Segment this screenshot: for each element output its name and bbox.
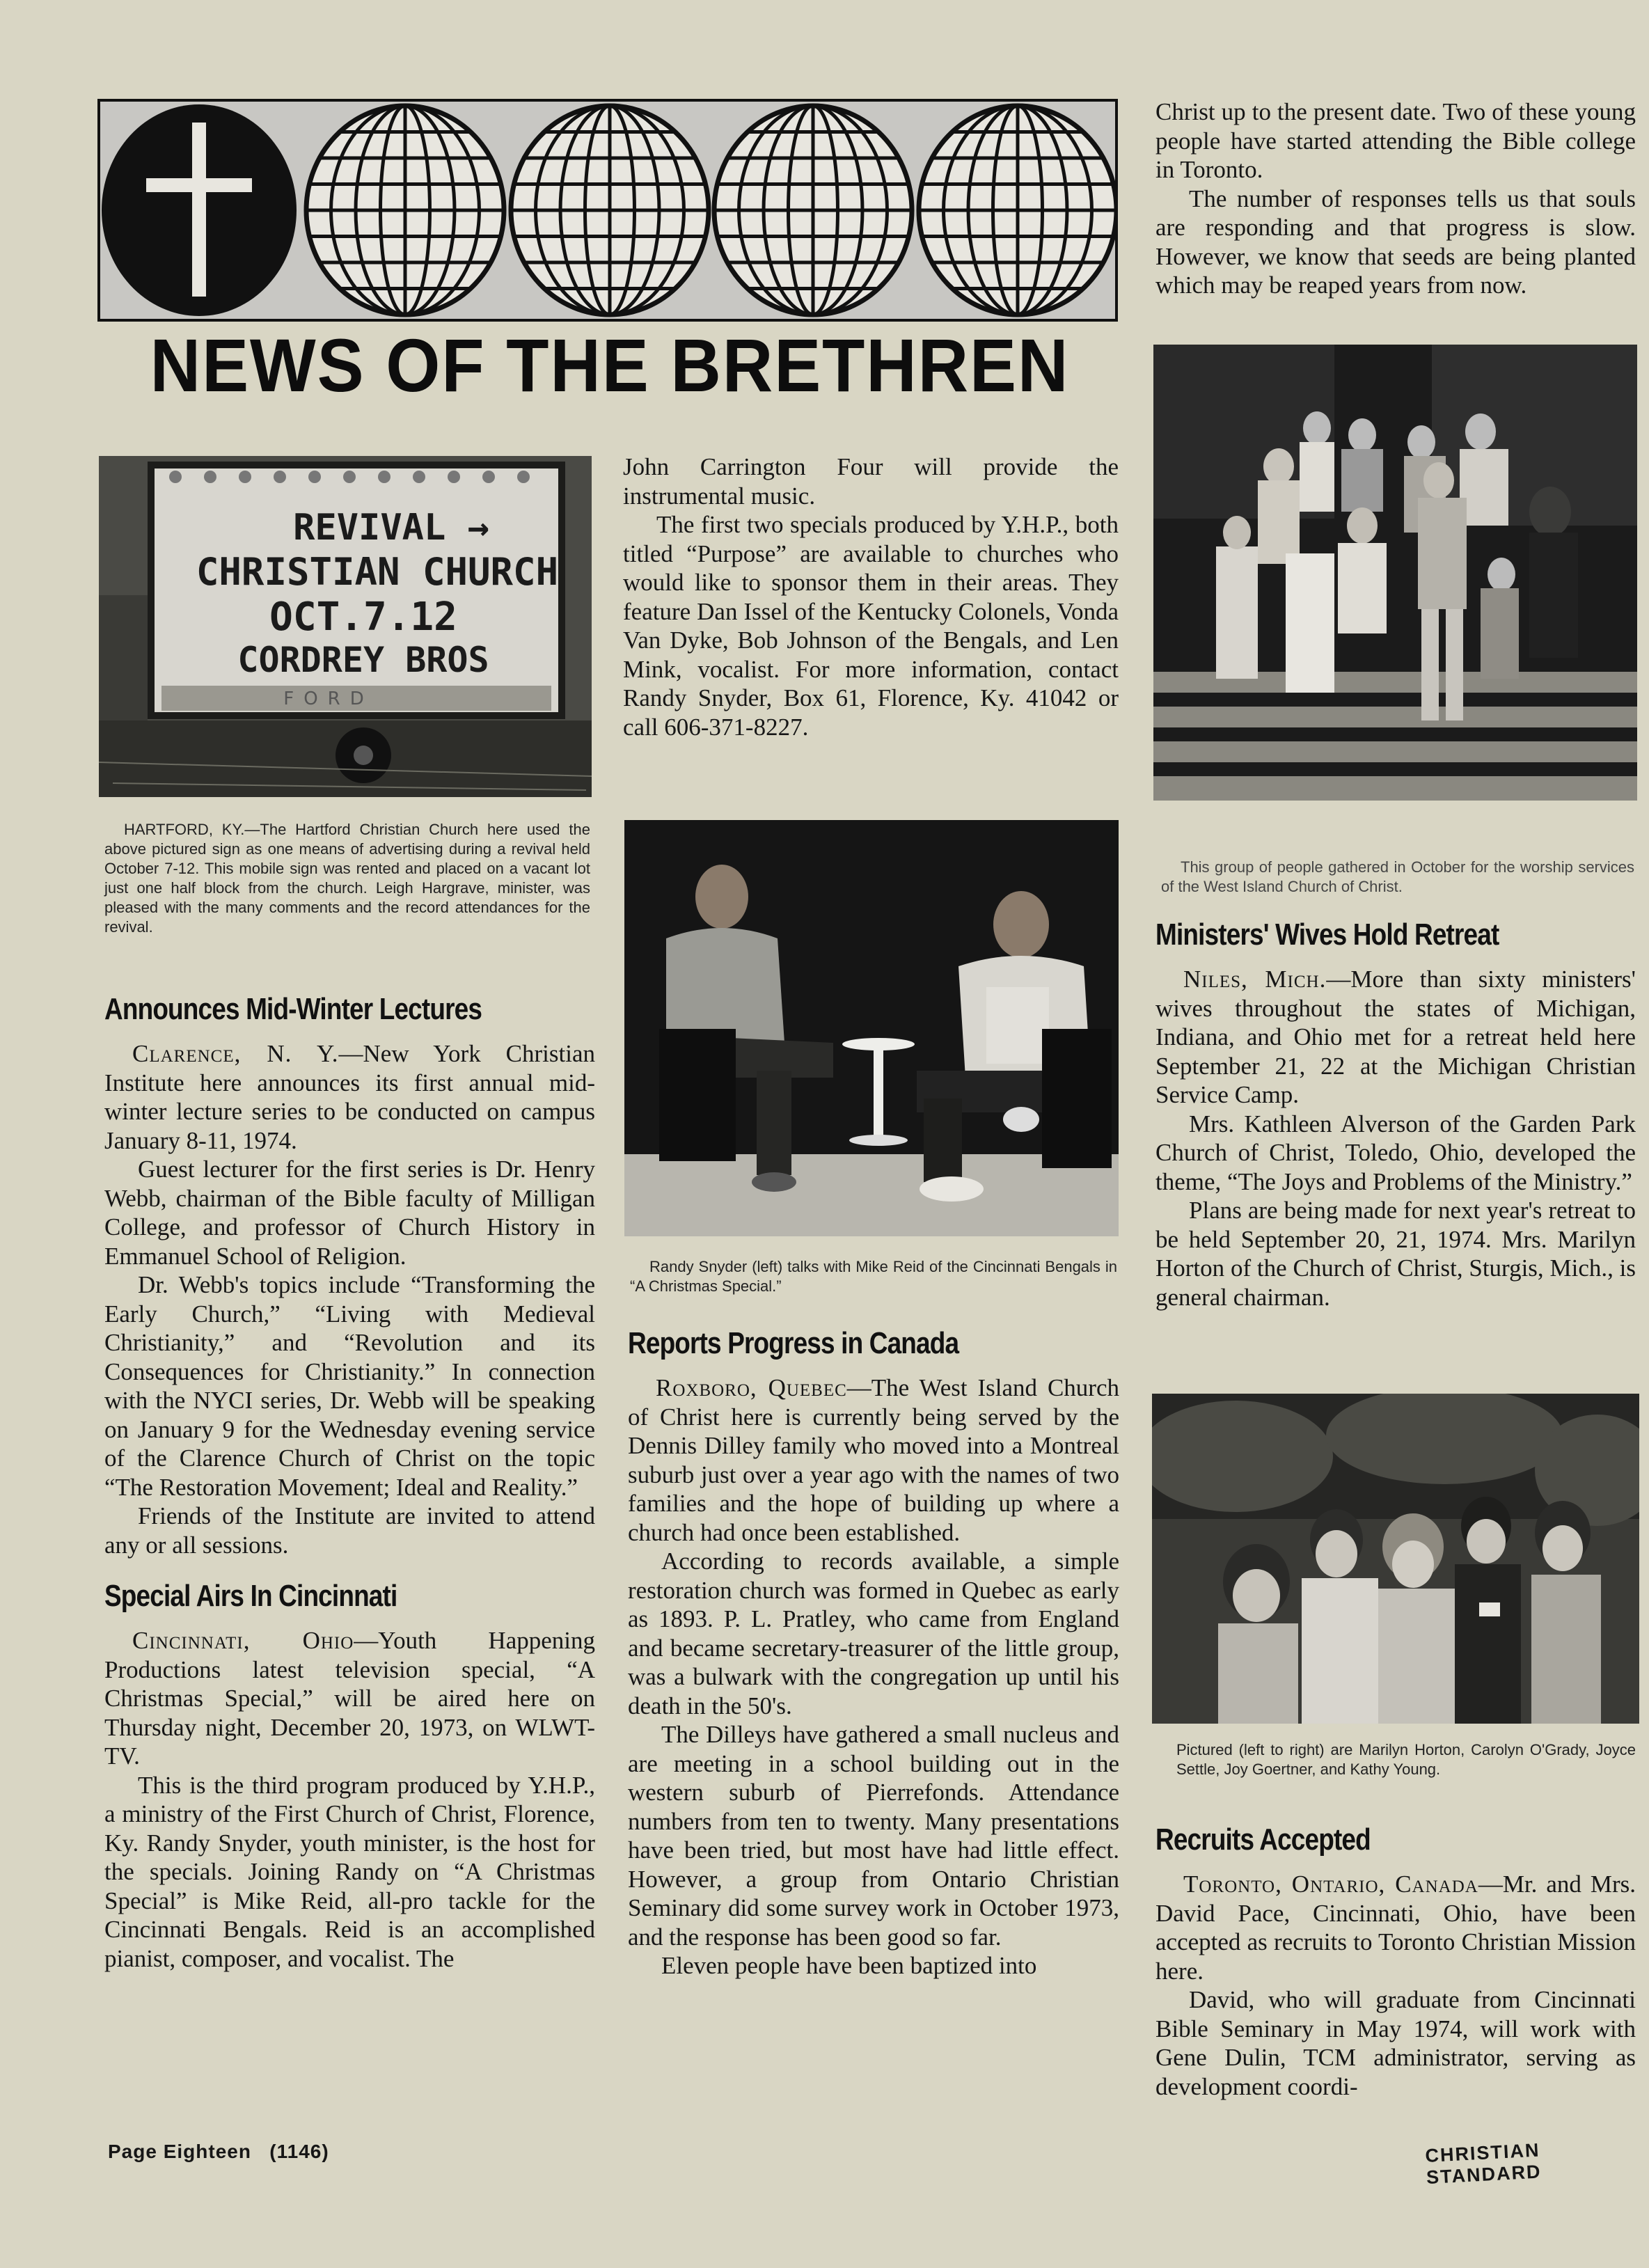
- publication-name: CHRISTIAN STANDARD: [1424, 2139, 1543, 2189]
- special-dateline: Cincinnati, Ohio: [132, 1627, 354, 1654]
- canada-paragraph: [628, 1373, 1119, 1547]
- page-footer: [108, 2141, 329, 2163]
- globe-icon: [306, 106, 504, 315]
- sign-photo-caption: HARTFORD, KY.—The Hartford Christian Church here used the above pictured sign as one means of advertising during a revival held October 7-12. This mobile sign was rented and placed on a vacant lot just one half block from the church. Leigh Hargrave, minister, was pleased with the many comments and the record attendances for the revival.: [104, 821, 590, 936]
- lectures-paragraph: Dr. Webb's topics include “Transforming the Early Church,” “Living with Medieval Christianity,” and “Revolution and its Consequences for Christianity.” In connection with the NYCI series, Dr. Webb will be speaking on January 9 for the Wednesday evening service of the Clarence Church of Christ on the topic “The Restoration Movement; Ideal and Reality.”: [104, 1271, 595, 1501]
- special-paragraph: [104, 1626, 595, 1771]
- tv-studio-photo: [624, 820, 1119, 1236]
- canada-paragraph: According to records available, a simple restoration church was formed in Quebec as early as 1893. P. L. Pratley, who came from England and became secretary-treasurer of the little group, was a bulwark with the congregation up until his death in the 50's.: [628, 1548, 1119, 1719]
- special-continued: The first two specials produced by Y.H.P., both titled “Purpose” are available to churches who would like to sponsor them in their areas. They feature Dan Issel of the Kentucky Colonels, Vonda Van Dyke, Bob Johnson of the Bengals, and Len Mink, vocalist. For more information, contact Randy Snyder, Box 61, Florence, Ky. 41042 or call 606-371-8227.: [623, 511, 1119, 741]
- recruits-paragraph: David, who will graduate from Cincinnati Bible Seminary in May 1974, will work with Gene Dulin, TCM administrator, serving as development coordi-: [1155, 1986, 1636, 2100]
- women-photo-caption: Pictured (left to right) are Marilyn Horton, Carolyn O'Grady, Joyce Settle, Joy Goertner, and Kathy Young.: [1176, 1741, 1636, 1778]
- retreat-paragraph: [1155, 965, 1636, 1110]
- retreat-paragraph: Mrs. Kathleen Alverson of the Garden Park Church of Christ, Toledo, Ohio, developed the theme, “The Joys and Problems of the Ministry.”: [1155, 1110, 1636, 1195]
- women-photo: [1152, 1394, 1639, 1724]
- recruits-dateline: Toronto, Ontario, Canada: [1183, 1871, 1478, 1898]
- lectures-text: —New York Christian Institute here announces its first annual mid-winter lecture series to be conducted on campus January 8-11, 1974.: [104, 1040, 595, 1154]
- sign-line-2: CHRISTIAN CHURCH: [196, 550, 559, 594]
- lectures-dateline: Clarence, N. Y.: [132, 1040, 339, 1067]
- column-2-lower: [628, 1326, 1119, 1980]
- globe-icon: [714, 106, 912, 315]
- column-2: [623, 452, 1119, 741]
- column-1: [104, 992, 595, 1973]
- canada-dateline: Roxboro, Quebec: [656, 1374, 847, 1401]
- special-headline: Special Airs In Cincinnati: [104, 1579, 397, 1613]
- globe-icon: [919, 106, 1115, 315]
- recruits-headline: Recruits Accepted: [1155, 1822, 1371, 1857]
- tv-photo-caption: Randy Snyder (left) talks with Mike Reid of the Cincinnati Bengals in “A Christmas Special.”: [630, 1258, 1117, 1295]
- banner: [97, 99, 1118, 322]
- canada-text: —The West Island Church of Christ here is currently being served by the Dennis Dilley family who moved into a Montreal suburb just over a year ago with the names of two families and the hope of building up where a church had once been established.: [628, 1374, 1119, 1546]
- canada-headline: Reports Progress in Canada: [628, 1326, 959, 1360]
- sign-line-4: CORDREY BROS: [237, 640, 489, 680]
- group-photo-caption: This group of people gathered in October for the worship services of the West Island Church of Christ.: [1161, 858, 1634, 895]
- globe-icon: [511, 106, 709, 315]
- sign-line-3: OCT.7.12: [269, 594, 457, 640]
- canada-paragraph: The Dilleys have gathered a small nucleus and are meeting in a school building out in the western suburb of Pierrefonds. Attendance numbers from ten to twenty. Many presentations have been tried, but most have had little effect. However, a group from Ontario Christian Seminary did some survey work in October 1973, and the response has been good so far.: [628, 1721, 1119, 1951]
- trailer-text: FORD: [283, 688, 374, 709]
- group-photo: [1153, 345, 1637, 801]
- column-3-lower: [1155, 1822, 1636, 2101]
- page-label: Page Eighteen: [108, 2141, 251, 2162]
- page-number: (1146): [269, 2141, 329, 2162]
- recruits-text: —Mr. and Mrs. David Pace, Cincinnati, Ohio, have been accepted as recruits to Toronto Christian Mission here.: [1155, 1871, 1636, 1985]
- masthead-title: NEWS OF THE BRETHREN: [150, 323, 1070, 407]
- lectures-paragraph: [104, 1039, 595, 1155]
- retreat-dateline: Niles, Mich.: [1183, 966, 1327, 993]
- lectures-paragraph: Guest lecturer for the first series is Dr. Henry Webb, chairman of the Bible faculty of Milligan College, and professor of Church History in Emmanuel School of Religion.: [104, 1156, 595, 1270]
- lectures-headline: Announces Mid-Winter Lectures: [104, 992, 482, 1026]
- cross-icon: [102, 104, 297, 316]
- column-3-middle: [1155, 918, 1636, 1312]
- sign-photo: [99, 456, 592, 797]
- canada-continued: The number of responses tells us that souls are responding and that progress is slow. However, we know that seeds are being planted which may be reaped years from now.: [1155, 184, 1636, 299]
- retreat-text: —More than sixty ministers' wives throughout the states of Michigan, Indiana, and Ohio met for a retreat held here September 21, 22 at the Michigan Christian Service Camp.: [1155, 966, 1636, 1108]
- banner-artwork: [100, 102, 1115, 319]
- lectures-paragraph: Friends of the Institute are invited to attend any or all sessions.: [104, 1502, 595, 1559]
- retreat-headline: Ministers' Wives Hold Retreat: [1155, 918, 1499, 952]
- special-text: —Youth Happening Productions latest television special, “A Christmas Special,” will be aired here on Thursday night, December 20, 1973, on WLWT-TV.: [104, 1627, 595, 1770]
- retreat-paragraph: Plans are being made for next year's retreat to be held September 20, 21, 1974. Mrs. Marilyn Horton of the Church of Christ, Sturgis, Mich., is general chairman.: [1155, 1197, 1636, 1311]
- special-paragraph: This is the third program produced by Y.H.P., a ministry of the First Church of Christ, Florence, Ky. Randy Snyder, youth minister, is the host for the specials. Joining Randy on “A Christmas Special” is Mike Reid, all-pro tackle for the Cincinnati Bengals. Reid is an accomplished pianist, composer, and vocalist. The: [104, 1771, 595, 1972]
- canada-continued: Christ up to the present date. Two of these young people have started attending the Bible college in Toronto.: [1155, 98, 1636, 183]
- sign-line-1: REVIVAL →: [293, 507, 489, 549]
- column-3: [1155, 97, 1636, 300]
- recruits-paragraph: [1155, 1870, 1636, 1985]
- special-continued: John Carrington Four will provide the instrumental music.: [623, 453, 1119, 510]
- canada-paragraph: Eleven people have been baptized into: [661, 1952, 1037, 1979]
